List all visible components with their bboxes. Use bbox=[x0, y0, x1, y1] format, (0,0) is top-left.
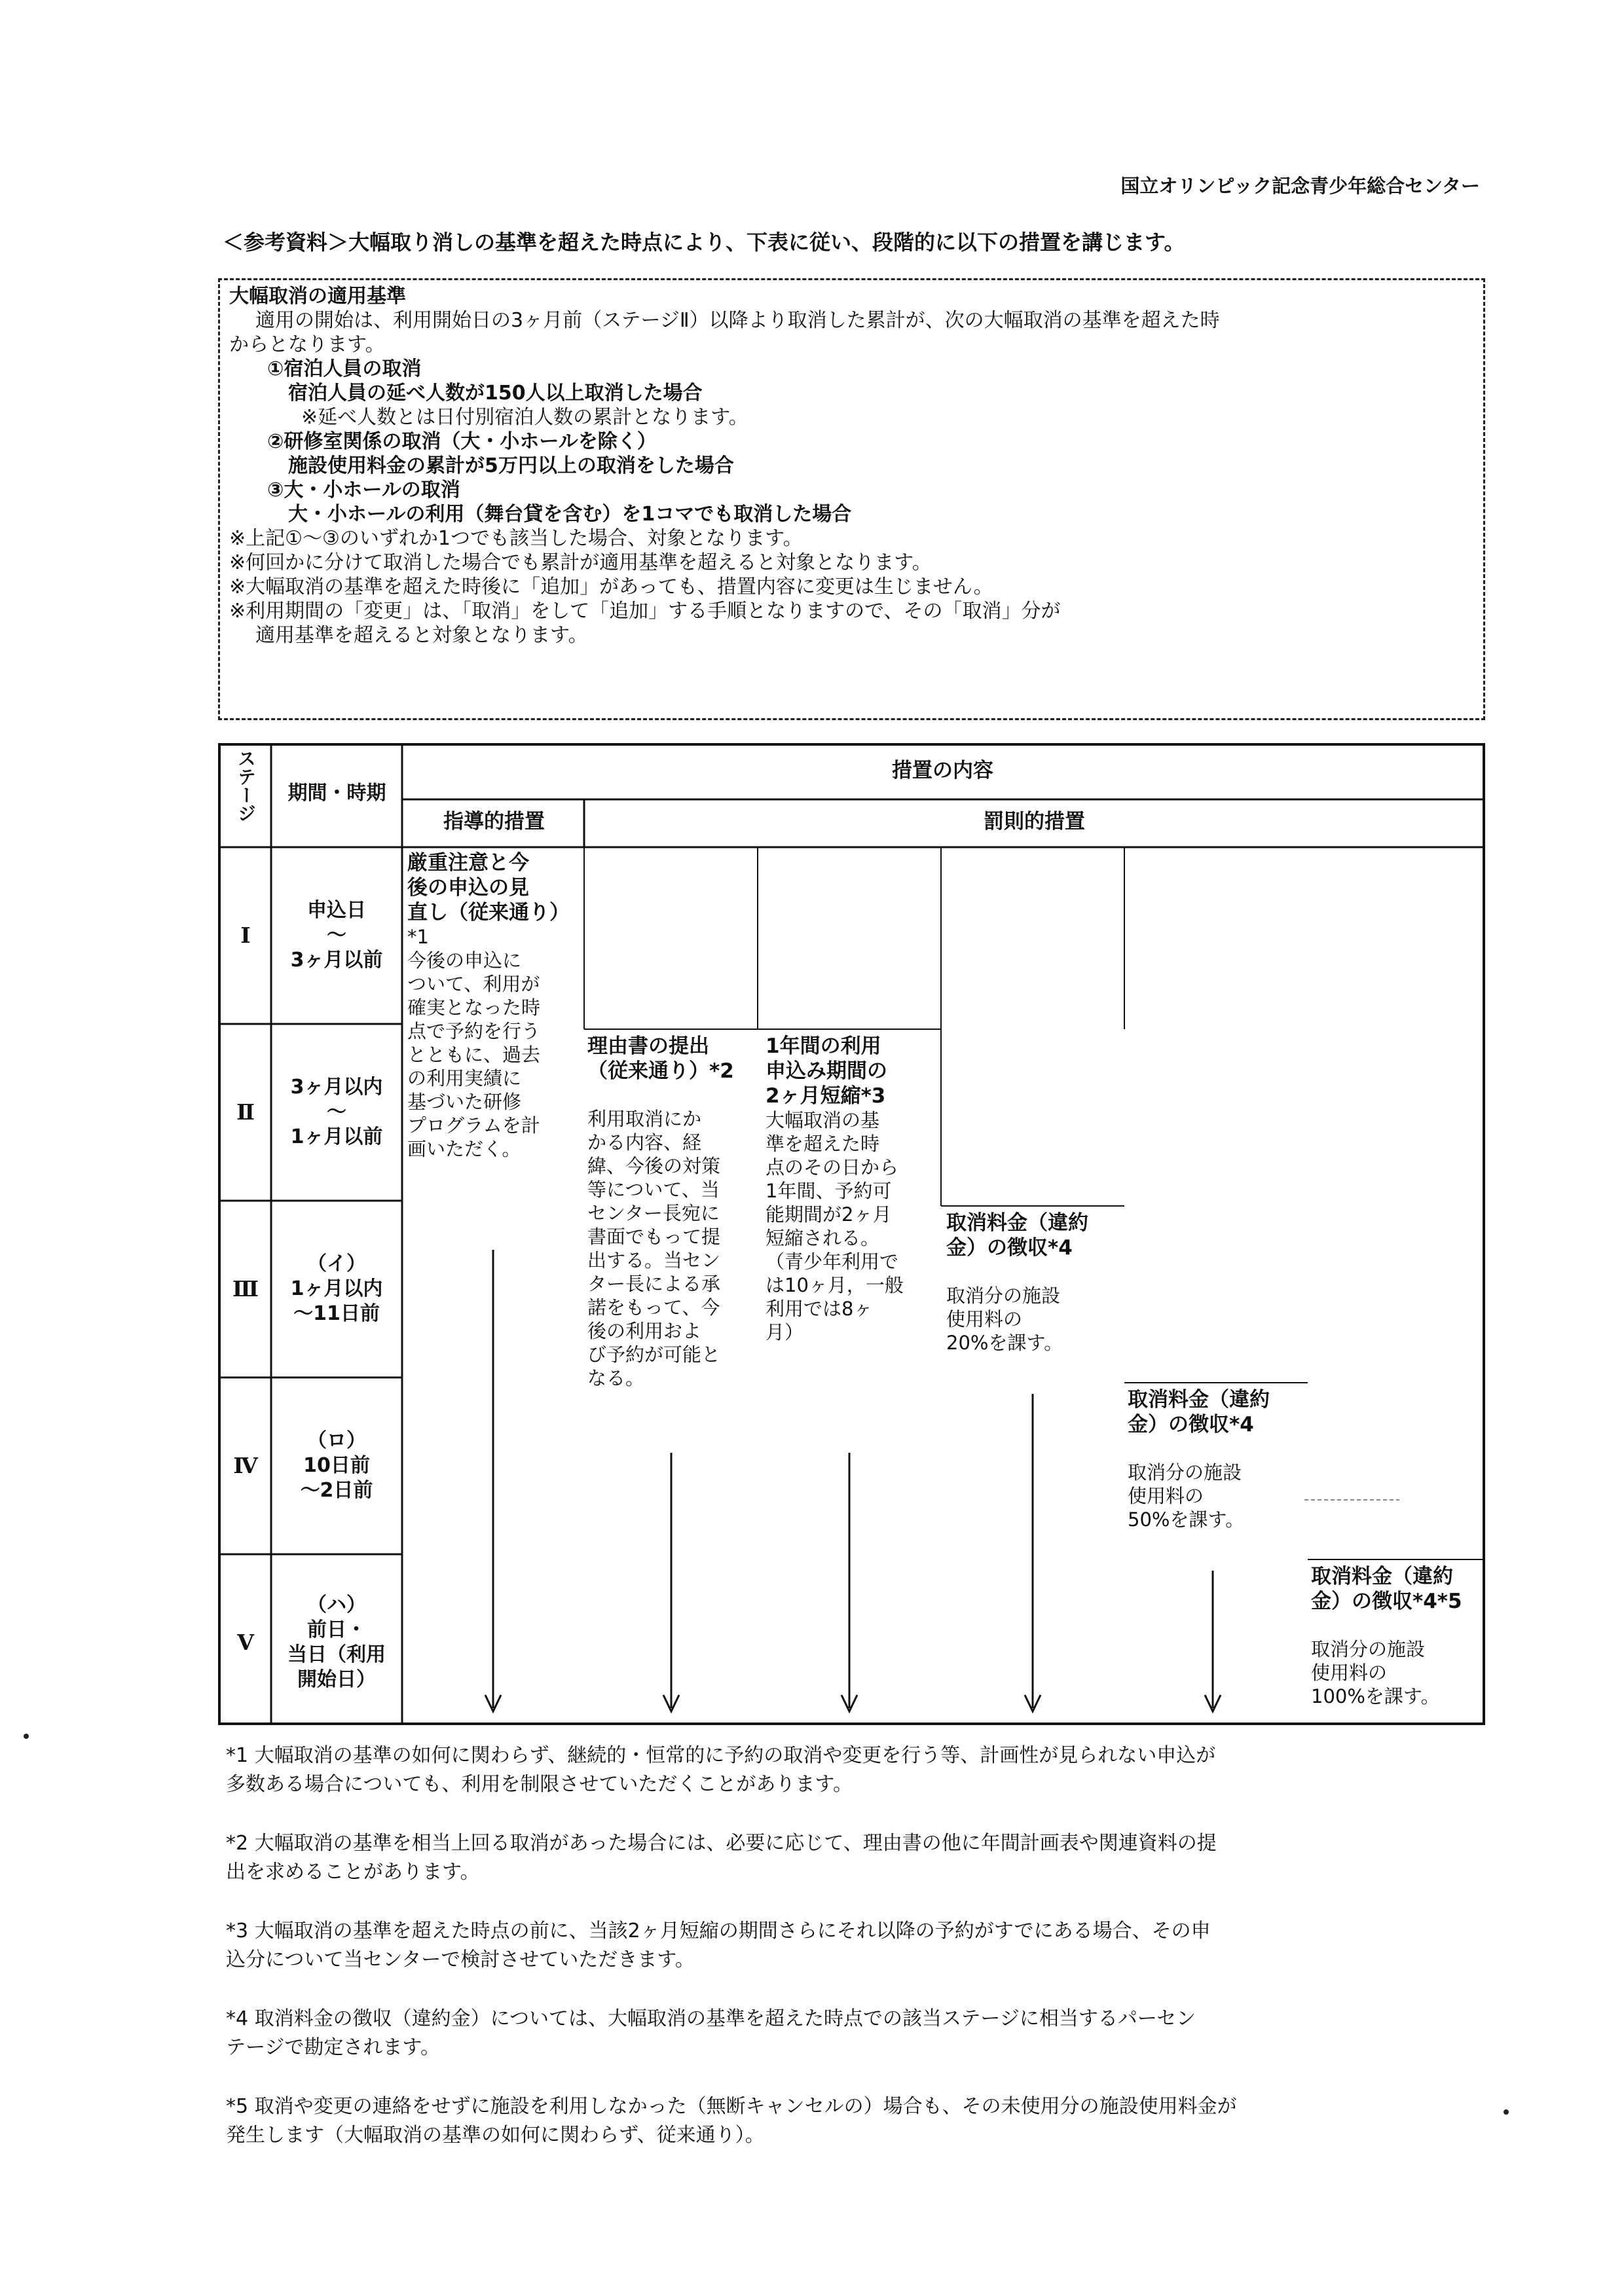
measure-penalty-50 bbox=[1128, 1387, 1304, 1531]
text-line: 取消分の施設 bbox=[946, 1285, 1061, 1307]
measure-text bbox=[1311, 1637, 1483, 1708]
text-line: 20%を課す。 bbox=[946, 1332, 1063, 1354]
text-line: 緯、今後の対策 bbox=[587, 1155, 721, 1177]
text-line: なる。 bbox=[587, 1367, 645, 1389]
stage-period bbox=[268, 898, 405, 973]
stage-period bbox=[268, 1429, 405, 1503]
text-line: 取消料金（違約 bbox=[946, 1211, 1088, 1235]
footnote-line: 多数ある場合についても、利用を制限させていただくことがあります。 bbox=[226, 1773, 853, 1796]
measure-penalty-20 bbox=[946, 1211, 1123, 1355]
text-line: 準を超えた時 bbox=[766, 1133, 880, 1155]
measure-title bbox=[587, 1034, 759, 1084]
stage-number: Ⅱ bbox=[236, 1099, 255, 1125]
text-line: 取消料金（違約 bbox=[1311, 1565, 1453, 1588]
text-line: 能期間が2ヶ月 bbox=[766, 1203, 892, 1226]
footnote-line: 込分について当センターで検討させていただきます。 bbox=[226, 1948, 695, 1971]
text-line: 基づいた研修 bbox=[407, 1091, 522, 1113]
text-line: 使用料の bbox=[1128, 1485, 1204, 1507]
criteria-note: ※上記①～③のいずれか1つでも該当した場合、対象となります。 bbox=[229, 527, 803, 550]
footnote bbox=[226, 2092, 1490, 2150]
period-line: （イ） bbox=[307, 1252, 366, 1275]
column-header-stage bbox=[226, 749, 265, 822]
text-line: 1年間の利用 bbox=[766, 1034, 881, 1058]
text-line: 出する。当セン bbox=[587, 1249, 721, 1271]
stage-period bbox=[268, 1593, 405, 1692]
criteria-item-note: ※延べ人数とは日付別宿泊人数の累計となります。 bbox=[301, 406, 748, 429]
period-line: 3ヶ月以内 bbox=[290, 1076, 383, 1099]
footnote-line: *3 大幅取消の基準を超えた時点の前に、当該2ヶ月短縮の期間さらにそれ以降の予約がすでにある場合、その申 bbox=[226, 1920, 1211, 1942]
text-line: 100%を課す。 bbox=[1311, 1685, 1440, 1707]
measure-penalty-100 bbox=[1311, 1564, 1483, 1708]
measure-text bbox=[946, 1284, 1123, 1355]
criteria-item-title: ③大・小ホールの取消 bbox=[267, 479, 460, 501]
footnote-line: 発生します（大幅取消の基準の如何に関わらず、従来通り）。 bbox=[226, 2124, 765, 2147]
period-line: 10日前 bbox=[303, 1454, 370, 1477]
text-line: 書面でもって提 bbox=[587, 1226, 721, 1248]
footnote-line: *4 取消料金の徴収（違約金）については、大幅取消の基準を超えた時点での該当ステージに相当するパーセン bbox=[226, 2007, 1196, 2030]
stage-period bbox=[268, 1252, 405, 1326]
period-line: 申込日 bbox=[307, 899, 366, 922]
text-line: 金）の徴収*4 bbox=[1128, 1413, 1254, 1436]
text-line: 今後の申込に bbox=[407, 949, 522, 972]
footnote bbox=[226, 1917, 1490, 1975]
text-line: 理由書の提出 bbox=[587, 1034, 709, 1058]
text-line: 等について、当 bbox=[587, 1178, 720, 1201]
text-line: 取消料金（違約 bbox=[1128, 1388, 1270, 1412]
stage-number: Ⅲ bbox=[232, 1276, 259, 1302]
text-line: 月） bbox=[766, 1321, 804, 1343]
organization-name: 国立オリンピック記念青少年総合センター bbox=[1120, 175, 1480, 197]
text-line: センター長宛に bbox=[587, 1202, 720, 1224]
text-line: ついて、利用が bbox=[407, 973, 540, 995]
text-line: 1年間、予約可 bbox=[766, 1180, 892, 1202]
scan-speck bbox=[24, 1734, 29, 1739]
footnote bbox=[226, 1741, 1490, 1799]
text-line: は10ヶ月，一般 bbox=[766, 1274, 904, 1296]
period-line: 当日（利用 bbox=[287, 1643, 386, 1666]
measure-text bbox=[766, 1108, 941, 1344]
period-line: 開始日） bbox=[297, 1668, 376, 1691]
text-line: 取消分の施設 bbox=[1311, 1638, 1426, 1660]
text-line: 確実となった時 bbox=[407, 996, 541, 1019]
text-line: 利用では8ヶ bbox=[766, 1298, 873, 1320]
period-line: ～11日前 bbox=[293, 1302, 380, 1325]
text-line: （青少年利用で bbox=[766, 1250, 899, 1273]
criteria-note: ※大幅取消の基準を超えた時後に「追加」があっても、措置内容に変更は生じません。 bbox=[229, 575, 993, 598]
footnote-line: テージで勘定されます。 bbox=[226, 2036, 440, 2059]
criteria-item-title: ①宿泊人員の取消 bbox=[267, 357, 422, 380]
footnotes bbox=[226, 1741, 1490, 2180]
text-line: 申込み期間の bbox=[766, 1059, 887, 1083]
measure-mark: *1 bbox=[407, 926, 429, 948]
criteria-intro: 適用の開始は、利用開始日の3ヶ月前（ステージⅡ）以降より取消した累計が、次の大幅取消の基準を超えた時 bbox=[255, 309, 1220, 332]
text-line: 利用取消にか bbox=[587, 1108, 702, 1130]
footnote-line: 出を求めることがあります。 bbox=[226, 1861, 480, 1884]
criteria-note: ※何回かに分けて取消した場合でも累計が適用基準を超えると対象となります。 bbox=[229, 551, 932, 574]
footnote-line: *2 大幅取消の基準を相当上回る取消があった場合には、必要に応じて、理由書の他に年間計画表や関連資料の提 bbox=[226, 1832, 1217, 1855]
text-line: （従来通り）*2 bbox=[587, 1059, 734, 1083]
measure-text bbox=[407, 949, 584, 1161]
column-header-guidance: 指導的措置 bbox=[443, 810, 545, 833]
text-line: び予約が可能と bbox=[587, 1343, 721, 1366]
period-line: ～2日前 bbox=[300, 1479, 373, 1502]
text-line: の利用実績に bbox=[407, 1067, 522, 1089]
measure-text bbox=[1128, 1461, 1304, 1531]
criteria-item-text: 宿泊人員の延べ人数が150人以上取消した場合 bbox=[288, 382, 703, 405]
measures-table bbox=[218, 743, 1485, 1725]
text-line: かる内容、経 bbox=[587, 1131, 702, 1154]
criteria-item-text: 施設使用料金の累計が5万円以上の取消をした場合 bbox=[288, 454, 734, 477]
period-line: （ロ） bbox=[307, 1429, 366, 1452]
period-line: （ハ） bbox=[307, 1594, 366, 1616]
measure-title bbox=[407, 850, 584, 925]
period-line: ～ bbox=[327, 1101, 346, 1123]
stage-header-text: ステージ bbox=[235, 749, 257, 822]
text-line: 使用料の bbox=[1311, 1662, 1388, 1684]
measure-title bbox=[1311, 1564, 1483, 1614]
period-line: 1ヶ月以前 bbox=[290, 1125, 383, 1148]
text-line: 大幅取消の基 bbox=[766, 1109, 880, 1131]
text-line: 50%を課す。 bbox=[1128, 1508, 1245, 1531]
text-line: 金）の徴収*4 bbox=[946, 1236, 1073, 1260]
period-line: 1ヶ月以内 bbox=[290, 1277, 383, 1300]
column-header-measures: 措置の内容 bbox=[892, 759, 993, 782]
period-line: 前日・ bbox=[307, 1618, 366, 1641]
text-line: 諾をもって、今 bbox=[587, 1296, 720, 1319]
period-line: ～ bbox=[327, 924, 346, 947]
text-line: 2ヶ月短縮*3 bbox=[766, 1084, 886, 1108]
text-line: 直し（従来通り） bbox=[407, 901, 570, 924]
text-line: 厳重注意と今 bbox=[407, 851, 529, 875]
text-line: 画いただく。 bbox=[407, 1138, 521, 1160]
criteria-item-text: 大・小ホールの利用（舞台貸を含む）を1コマでも取消した場合 bbox=[288, 503, 852, 526]
measure-text bbox=[587, 1107, 759, 1390]
measure-title bbox=[766, 1034, 941, 1108]
stage-number: Ⅰ bbox=[240, 922, 251, 948]
criteria-title: 大幅取消の適用基準 bbox=[229, 285, 406, 308]
criteria-note: 適用基準を超えると対象となります。 bbox=[255, 624, 588, 647]
text-line: 後の利用およ bbox=[587, 1320, 702, 1342]
column-header-period: 期間・時期 bbox=[287, 782, 386, 805]
stage-period bbox=[268, 1075, 405, 1150]
footnote bbox=[226, 1829, 1490, 1887]
text-line: プログラムを計 bbox=[407, 1114, 540, 1137]
criteria-intro: からとなります。 bbox=[229, 333, 385, 356]
text-line: 点で予約を行う bbox=[407, 1020, 541, 1042]
stage-number: Ⅴ bbox=[237, 1630, 254, 1655]
footnote bbox=[226, 2005, 1490, 2062]
text-line: 点のその日から bbox=[766, 1156, 899, 1178]
text-line: 後の申込の見 bbox=[407, 876, 529, 900]
measure-reason-letter bbox=[587, 1034, 759, 1390]
document-heading: ＜参考資料＞大幅取り消しの基準を超えた時点により、下表に従い、段階的に以下の措置を講じます。 bbox=[223, 230, 1185, 255]
scan-speck bbox=[1504, 2109, 1509, 2115]
text-line: ター長による承 bbox=[587, 1273, 721, 1295]
criteria-box bbox=[218, 278, 1485, 720]
criteria-note: ※利用期間の「変更」は、「取消」をして「追加」する手順となりますので、その「取消」分が bbox=[229, 600, 1061, 623]
column-header-penalty: 罰則的措置 bbox=[984, 810, 1085, 833]
footnote-line: *5 取消や変更の連絡をせずに施設を利用しなかった（無断キャンセルの）場合も、その未使用分の施設使用料金が bbox=[226, 2095, 1237, 2118]
text-line: 取消分の施設 bbox=[1128, 1461, 1242, 1484]
footnote-line: *1 大幅取消の基準の如何に関わらず、継続的・恒常的に予約の取消や変更を行う等、計画性が見られない申込が bbox=[226, 1744, 1216, 1767]
measure-title bbox=[1128, 1387, 1304, 1437]
measure-strict-warning bbox=[407, 850, 584, 1161]
text-line: 短縮される。 bbox=[766, 1227, 880, 1249]
criteria-item-title: ②研修室関係の取消（大・小ホールを除く） bbox=[267, 430, 657, 453]
stage-number: Ⅳ bbox=[233, 1453, 258, 1478]
text-line: とともに、過去 bbox=[407, 1044, 541, 1066]
period-line: 3ヶ月以前 bbox=[290, 949, 383, 972]
text-line: 金）の徴収*4*5 bbox=[1311, 1590, 1462, 1613]
measure-title bbox=[946, 1211, 1123, 1260]
text-line: 使用料の bbox=[946, 1308, 1023, 1330]
measure-period-shortening bbox=[766, 1034, 941, 1344]
